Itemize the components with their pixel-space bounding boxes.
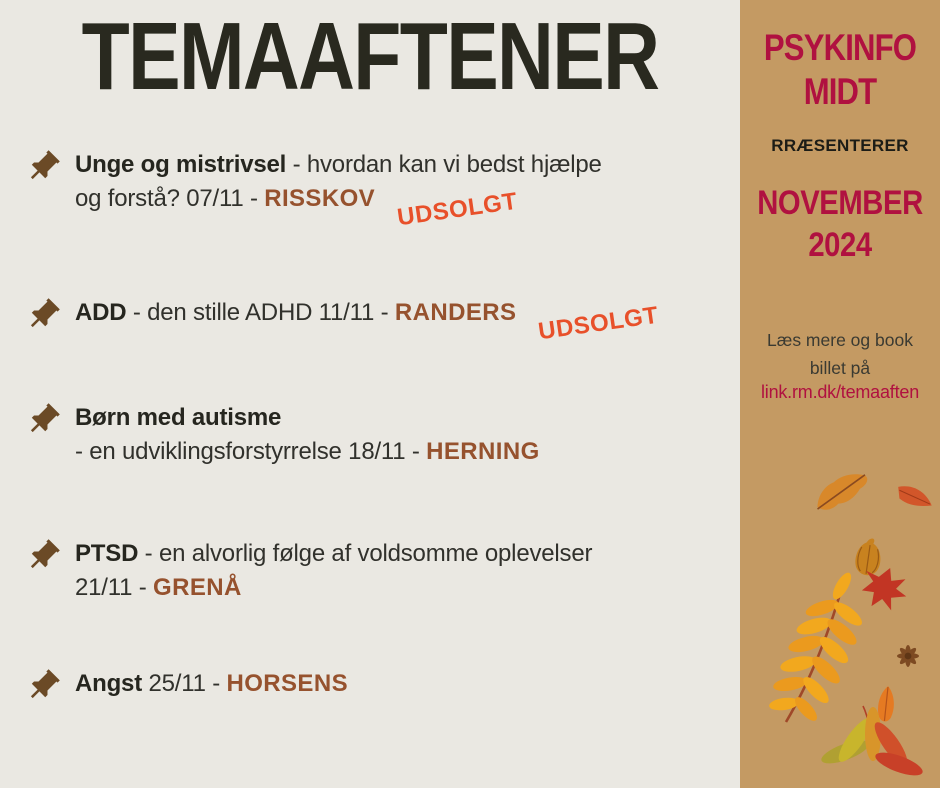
- event-text: [75, 667, 348, 705]
- event-line: [75, 182, 602, 232]
- cta-line2: billet på: [809, 358, 871, 378]
- event-location: RANDERS: [394, 299, 517, 326]
- event-title: ADD: [75, 299, 127, 326]
- star-anise-image: [897, 645, 919, 667]
- event-item-unge-og-mistrivsel: [24, 148, 602, 232]
- event-desc: 25/11 -: [142, 670, 227, 697]
- pushpin-icon: [24, 667, 62, 705]
- event-desc: - en udviklingsforstyrrelse 18/11 -: [75, 438, 427, 465]
- event-title: PTSD: [75, 540, 139, 567]
- event-item-angst: [24, 667, 348, 705]
- pushpin-icon: [24, 537, 62, 575]
- event-desc: - hvordan kan vi bedst hjælpe: [286, 151, 602, 178]
- event-item-add: [24, 296, 661, 346]
- event-line: [75, 537, 592, 571]
- brand-name: [756, 26, 924, 114]
- event-item-boern-med-autisme: [24, 401, 540, 469]
- creeper-leaf-image: [819, 706, 925, 780]
- page-title: TEMAAFTENER: [81, 3, 659, 110]
- event-line: [75, 296, 661, 346]
- event-desc: - den stille ADHD 11/11 -: [126, 299, 395, 326]
- booking-link[interactable]: link.rm.dk/temaaften: [760, 382, 920, 402]
- pushpin-icon: [24, 148, 62, 186]
- month-line1: NOVEMBER: [757, 184, 923, 222]
- event-line: [75, 435, 540, 469]
- month-line2: 2024: [808, 226, 872, 264]
- event-text: [75, 148, 602, 232]
- sidebar: [740, 0, 940, 788]
- soldout-badge: UDSOLGT: [537, 301, 661, 346]
- leaf-fragment-image: [895, 484, 935, 509]
- event-location: RISSKOV: [264, 185, 376, 212]
- event-location: HORSENS: [226, 670, 348, 697]
- presents-label: RRÆSENTERER: [771, 136, 909, 155]
- event-line: [75, 667, 348, 701]
- brand-line2: MIDT: [803, 71, 877, 112]
- pushpin-icon: [24, 296, 62, 334]
- event-line: [75, 148, 602, 182]
- event-desc: - en alvorlig følge af voldsomme oplevelser: [138, 540, 593, 567]
- cta-text: [740, 326, 940, 382]
- pushpin-icon: [24, 401, 62, 439]
- event-line: [75, 571, 592, 605]
- autumn-leaves-decoration: [740, 428, 940, 788]
- oak-leaf-image: [810, 467, 873, 516]
- event-title: Børn med autisme: [75, 404, 282, 431]
- event-text: [75, 401, 540, 469]
- event-location: GRENÅ: [153, 574, 242, 601]
- brand-line1: PSYKINFO: [763, 27, 917, 68]
- small-leaf-image: [877, 685, 896, 722]
- rowan-leaf-image: [768, 570, 865, 724]
- event-text: [75, 537, 592, 605]
- event-item-ptsd: [24, 537, 592, 605]
- event-line: [75, 401, 540, 435]
- month-label: [754, 182, 926, 266]
- soldout-badge: UDSOLGT: [395, 187, 520, 232]
- cta-line1: Læs mere og book: [767, 330, 913, 350]
- event-text: [75, 296, 661, 346]
- event-title: Angst: [75, 670, 142, 697]
- event-desc: 21/11 -: [75, 574, 154, 601]
- event-desc: og forstå? 07/11 -: [75, 185, 265, 212]
- event-location: HERNING: [426, 438, 540, 465]
- physalis-image: [854, 537, 884, 577]
- event-title: Unge og mistrivsel: [75, 151, 287, 178]
